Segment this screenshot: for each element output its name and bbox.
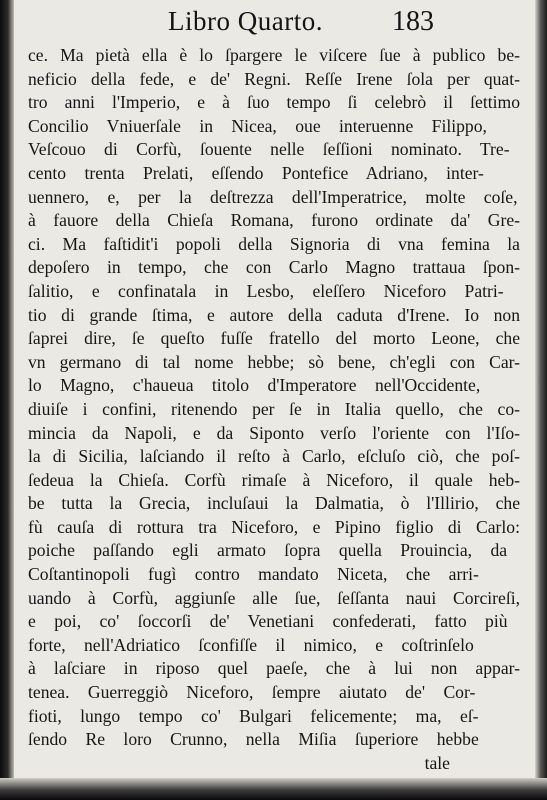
text-line: poiche paſſando egli armato ſopra quella Prouincia, da xyxy=(28,540,508,561)
scan-edge-right xyxy=(535,0,547,800)
text-line: ce. Ma pietà ella è lo ſpargere le viſcere ſue à publico be- xyxy=(28,45,520,65)
text-line: forte, nell'Adriatico ſconfiſſe il nimico, e coſtrinſelo xyxy=(28,634,474,655)
text-line: diuiſe i confini, ritenendo per ſe in Italia quello, che co- xyxy=(28,398,520,419)
text-line: depoſero in tempo, che con Carlo Magno trattaua ſpon- xyxy=(28,257,520,278)
text-line: lo Magno, c'haueua titolo d'Imperatore nell'Occidente, xyxy=(28,375,481,396)
text-line: cento trenta Prelati, eſſendo Pontefice Adriano, inter- xyxy=(28,162,484,183)
text-line: ſalitio, e confinatala in Lesbo, eleſſero Niceforo Patri- xyxy=(28,280,504,301)
page-number: 183 xyxy=(392,6,434,37)
text-line: mincia da Napoli, e da Siponto verſo l'oriente con l'Iſo- xyxy=(28,422,520,443)
text-line: ſaprei dire, ſe queſto fuſſe fratello del morto Leone, che xyxy=(28,328,520,349)
text-line: fù cauſa di rottura tra Niceforo, e Pipino figlio di Carlo: xyxy=(28,516,520,537)
text-line: fioti, lungo tempo co' Bulgari felicemente; ma, eſ- xyxy=(28,705,479,726)
text-line: be tutta la Grecia, incluſaui la Dalmatia, ò l'Illirio, che xyxy=(28,493,520,514)
text-line: Veſcouo di Corfù, ſouente nelle ſeſſioni nominato. Tre- xyxy=(28,139,510,160)
text-line: neficio della fede, e de' Regni. Reſſe Irene ſola per quat- xyxy=(28,68,520,89)
text-line: Concilio Vniuerſale in Nicea, oue interuenne Filippo, xyxy=(28,115,487,136)
text-line: tio di grande ſtima, e autore della caduta d'Irene. Io non xyxy=(28,304,520,325)
text-line: ſendo Re loro Crunno, nella Miſia ſuperiore hebbe xyxy=(28,729,479,750)
text-line: ci. Ma faſtidit'i popoli della Signoria di vna femina la xyxy=(28,233,520,254)
catchword: tale xyxy=(424,752,450,773)
text-line: Coſtantinopoli fugì contro mandato Niceta, che arri- xyxy=(28,564,479,585)
text-line: la di Sicilia, laſciando il reſto à Carlo, eſcluſo ciò, che poſ- xyxy=(28,446,520,467)
running-head-title: Libro Quarto. xyxy=(168,6,323,36)
running-head xyxy=(0,4,547,44)
body-text xyxy=(28,44,528,775)
scan-edge-bottom xyxy=(0,778,547,800)
text-line: tenea. Guerreggiò Niceforo, ſempre aiutato de' Cor- xyxy=(28,682,476,703)
text-line: uennero, e, per la deſtrezza dell'Imperatrice, molte coſe, xyxy=(28,186,518,207)
text-line: ſedeua la Chieſa. Corfù rimaſe à Niceforo, il quale heb- xyxy=(28,469,520,490)
text-line: e poi, co' ſoccorſi de' Venetiani confederati, fatto più xyxy=(28,611,508,632)
text-line: vn germano di tal nome hebbe; sò bene, ch'egli con Car- xyxy=(28,351,520,372)
text-line: tro anni l'Imperio, e à ſuo tempo ſi celebrò il ſettimo xyxy=(28,92,520,113)
text-line: à fauore della Chieſa Romana, furono ordinate da' Gre- xyxy=(28,210,520,231)
text-line: à laſciare in riposo quel paeſe, che à lui non appar- xyxy=(28,658,520,679)
text-line: uando à Corfù, aggiunſe alle ſue, ſeſſanta naui Corcireſi, xyxy=(28,587,520,608)
scan-edge-left xyxy=(0,0,14,800)
